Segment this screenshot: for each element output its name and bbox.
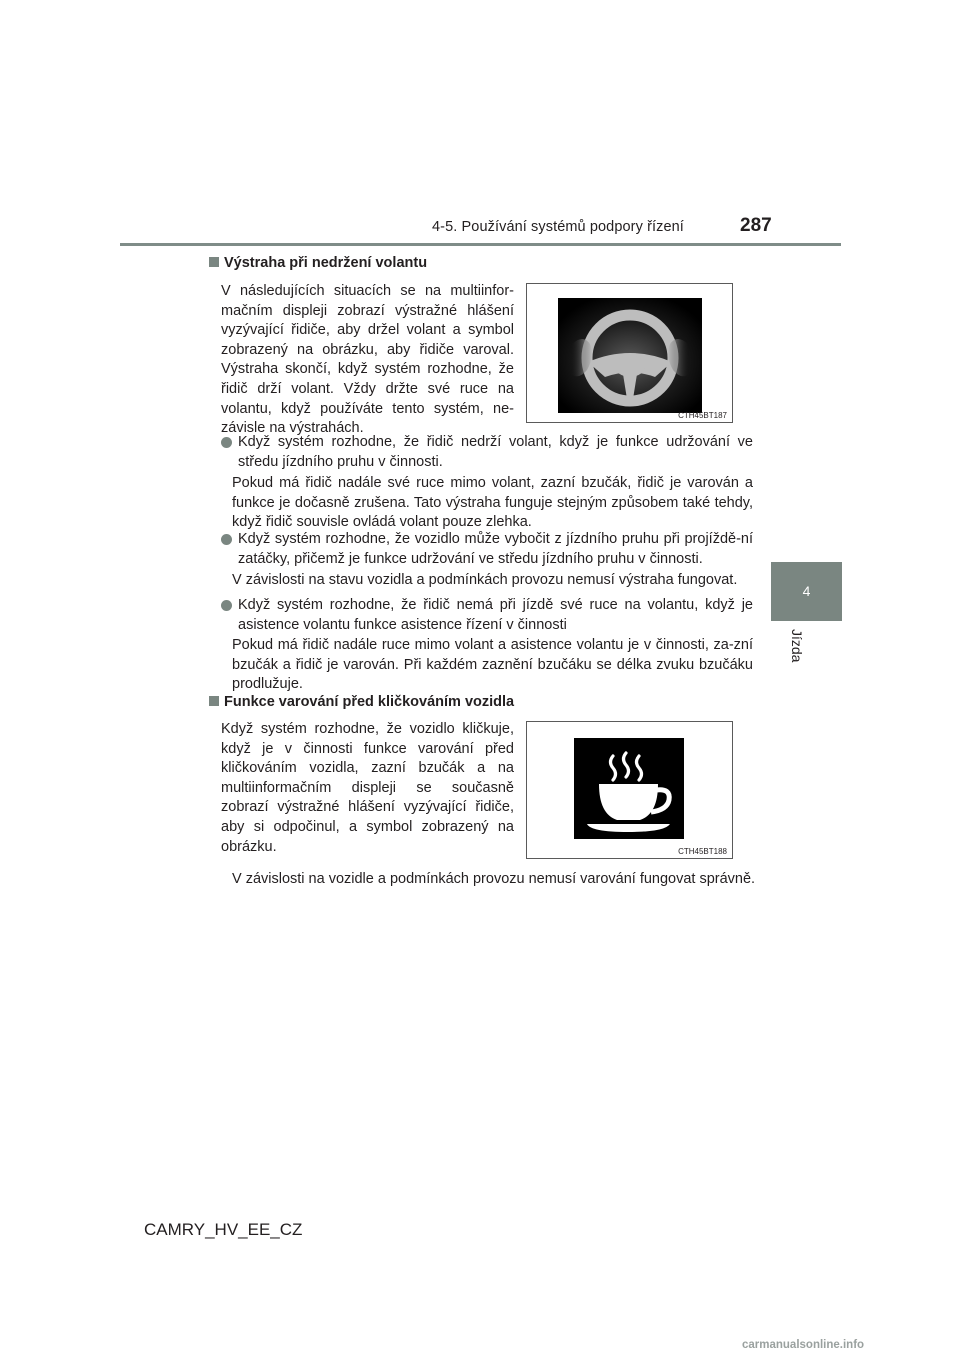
- section1-para3: Pokud má řidič nadále ruce mimo volant a asistence volantu je v činnosti, za-zní bzučák a řidič je varován. Při každém zaznění bzučáku se délka zvuku bzučáku prodlužuje.: [232, 637, 753, 693]
- section1-para1: Pokud má řidič nadále své ruce mimo volant, zazní bzučák, řidič je varován a funkce je dočasně zrušena. Tato výstraha funguje stejným způsobem také tehdy, když řidič souvisle ovládá volant pouze zlehka.: [232, 475, 753, 531]
- bullet-hands-off-lane-centering: Když systém rozhodne, že řidič nedrží volant, když je funkce udržování ve středu jízdního pruhu v činnosti.: [221, 433, 753, 472]
- section1-intro: V následujících situacích se na multiinfor-mačním displeji zobrazí výstražné hlášení vyzývající řidiče, aby držel volant a symbol zobrazený na obrázku, aby řidiče varoval. Výstraha skončí, když systém rozhodne, že řidič drží volant. Vždy držte své ruce na volantu, když používáte tento systém, ne-závisle na výstrahách.: [221, 283, 514, 437]
- section-heading-sway-warning: Funkce varování před kličkováním vozidla: [209, 694, 514, 710]
- heading-square-icon: [209, 257, 219, 267]
- header-section-title: 4-5. Používání systémů podpory řízení: [432, 219, 684, 235]
- bullet-steering-assist: Když systém rozhodne, že řidič nemá při jízdě své ruce na volantu, když je asistence volantu funkce asistence řízení v činnosti: [221, 596, 753, 635]
- bullet-dot-icon: [221, 534, 232, 545]
- coffee-cup-icon: [527, 722, 732, 858]
- figure-hands-off-warning: [526, 283, 733, 423]
- bullet-dot-icon: [221, 437, 232, 448]
- section2-para1: V závislosti na vozidle a podmínkách provozu nemusí varování fungovat správně.: [232, 871, 756, 887]
- document-code: CAMRY_HV_EE_CZ: [144, 1220, 303, 1239]
- header-divider: [120, 243, 841, 246]
- section1-para2: V závislosti na stavu vozidla a podmínkách provozu nemusí výstraha fungovat.: [232, 572, 738, 588]
- page-number: 287: [740, 215, 772, 236]
- section-heading-hands-off: Výstraha při nedržení volantu: [209, 255, 427, 271]
- chapter-tab[interactable]: 4: [771, 562, 842, 621]
- figure-sway-warning: [526, 721, 733, 859]
- chapter-label: Jízda: [789, 629, 805, 663]
- section2-intro: Když systém rozhodne, že vozidlo kličkuje, když je v činnosti funkce varování před kličkováním vozidla, zazní bzučák a na multiinformačním displeji se současně zobrazí výstražné hlášení vyzývající řidiče, aby si odpočinul, a symbol zobrazený na obrázku.: [221, 721, 514, 855]
- figure-code: CTH45BT187: [678, 411, 727, 420]
- heading-square-icon: [209, 696, 219, 706]
- bullet-curve-departure: Když systém rozhodne, že vozidlo může vybočit z jízdního pruhu při projíždě-ní zatáčky, přičemž je funkce udržování ve středu jízdního pruhu v činnosti.: [221, 530, 753, 569]
- figure-code: CTH45BT188: [678, 847, 727, 856]
- bullet-dot-icon: [221, 600, 232, 611]
- watermark: carmanualsonline.info: [742, 1339, 865, 1351]
- hands-off-steering-wheel-icon: [527, 284, 732, 422]
